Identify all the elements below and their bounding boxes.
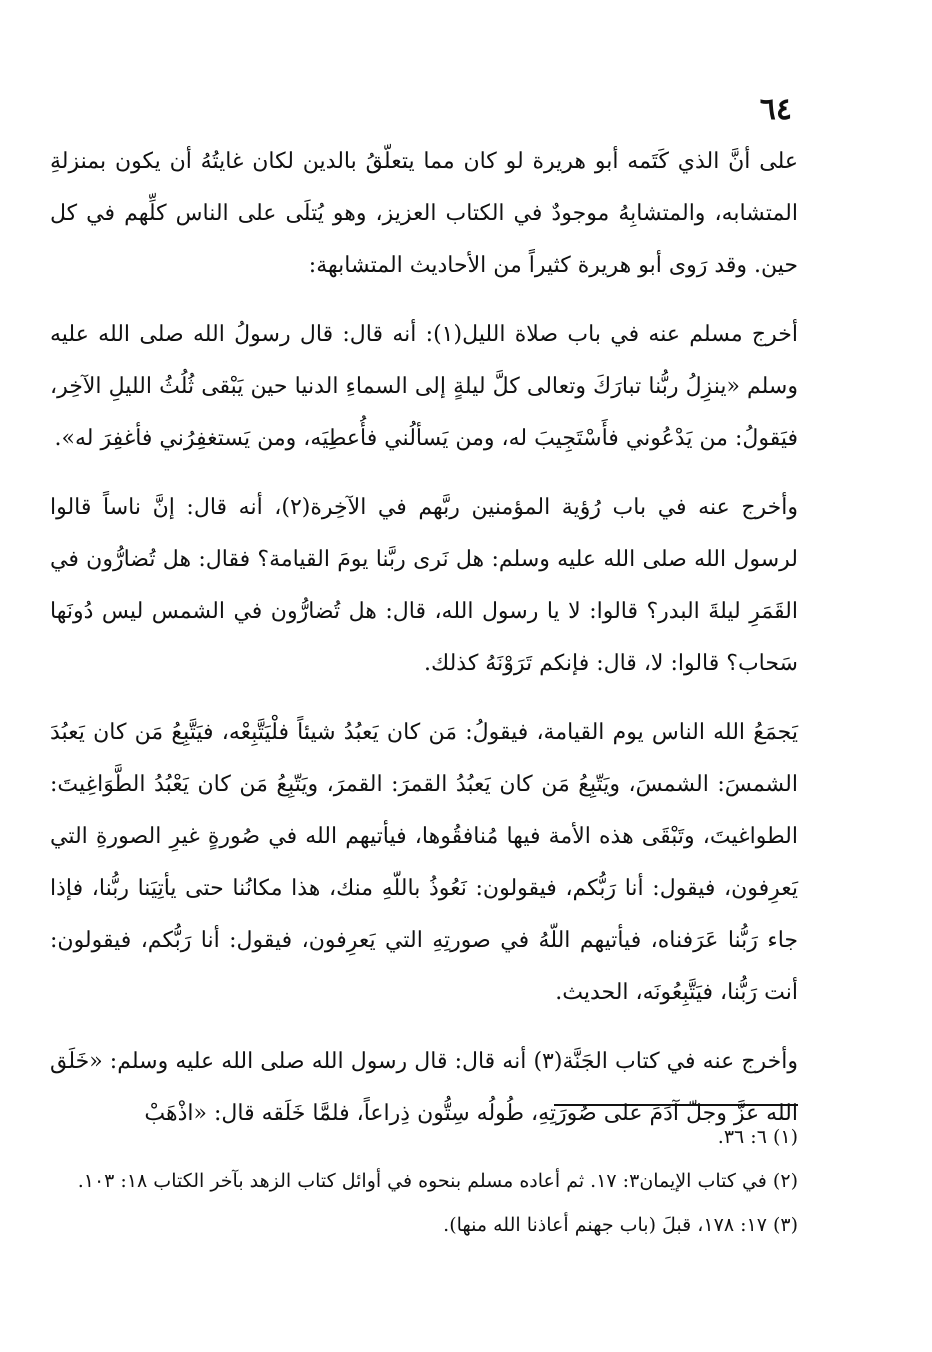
footnote-1: (١) ٦: ٣٦. (717, 1126, 798, 1148)
paragraph-5: وأخرج عنه في كتاب الجَنَّة(٣) أنه قال: قال رسول الله صلى الله عليه وسلم: «خَلَق الله عزَّ وجلّ آدَمَ على صُورَتِهِ، طُولُه سِتُّون ذِراعاً، فلمَّا خَلَقه قال: «اذْهَبْ (50, 1049, 798, 1126)
paragraph-1: على أنَّ الذي كَتَمه أبو هريرة لو كان مما يتعلّقُ بالدين لكان غايتُهُ أن يكون بمنزلةِ المتشابه، والمتشابِهُ موجودٌ في الكتاب العزيز، وهو يُتلَى على الناس كلِّهم في كل حين. وقد رَوى أبو هريرة كثيراً من الأحاديث المتشابهة: (50, 149, 798, 278)
paragraph-3: وأخرج عنه في باب رُؤية المؤمنين ربَّهم في الآخِرة(٢)، أنه قال: إنَّ ناساً قالوا لرسول الله صلى الله عليه وسلم: هل نَرى ربَّنا يومَ القيامة؟ فقال: هل تُضارُّون في القَمَرِ ليلةَ البدر؟ قالوا: لا يا رسول الله، قال: هل تُضارُّون في الشمس ليس دُونَها سَحاب؟ قالوا: لا، قال: فإنكم تَرَوْنَهُ كذلك. (50, 495, 798, 676)
paragraph-2: أخرج مسلم عنه في باب صلاة الليل(١): أنه قال: قال رسولُ الله صلى الله عليه وسلم «ينزِلُ ربُّنا تبارَكَ وتعالى كلَّ ليلةٍ إلى السماءِ الدنيا حين يَبْقى ثُلُثُ الليلِ الآخِر، فيَقولُ: من يَدْعُوني فأَسْتَجِيبَ له، ومن يَسألُني فأُعطِيَه، ومن يَستغفِرُني فأغفِرَ له». (50, 322, 798, 451)
footnote-2: (٢) في كتاب الإيمان٣: ١٧. ثم أعاده مسلم بنحوه في أوائل كتاب الزهد بآخر الكتاب ١٨: ١٠٣. (77, 1170, 798, 1192)
footnote-3: (٣) ١٧: ١٧٨، قبلَ (باب جهنم أعاذنا الله منها). (443, 1214, 798, 1236)
page-number: ٦٤ (759, 92, 792, 127)
paragraph-4: يَجمَعُ الله الناس يوم القيامة، فيقولُ: مَن كان يَعبُدُ شيئاً فلْيَتَّبِعْه، فيَتَّبِعُ مَن كان يَعبُدَ الشمسَ: الشمسَ، ويَتّبِعُ مَن كان يَعبُدُ القمرَ: القمرَ، ويَتّبِعُ مَن كان يَعْبُدُ الطَّوَاغِيتَ: الطواغيتَ، وتَبْقَى هذه الأمة فيها مُنافقُوها، فيأتيهم الله في صُورةٍ غيرِ الصورةِ التي يَعرِفون، فيقول: أنا رَبُّكم، فيقولون: نَعُوذُ باللّهِ منك، هذا مكانُنا حتى يأتِيَنا ربُّنا، فإذا جاء رَبُّنا عَرَفناه، فيأتيهم اللّهُ في صورتِهِ التي يَعرِفون، فيقول: أنا رَبُّكم، فيقولون: أنت رَبُّنا، فيَتَّبِعُونَه، الحديث. (50, 720, 798, 1005)
main-text (50, 136, 798, 1140)
footnotes (52, 1118, 798, 1244)
footnote-divider (554, 1104, 798, 1106)
